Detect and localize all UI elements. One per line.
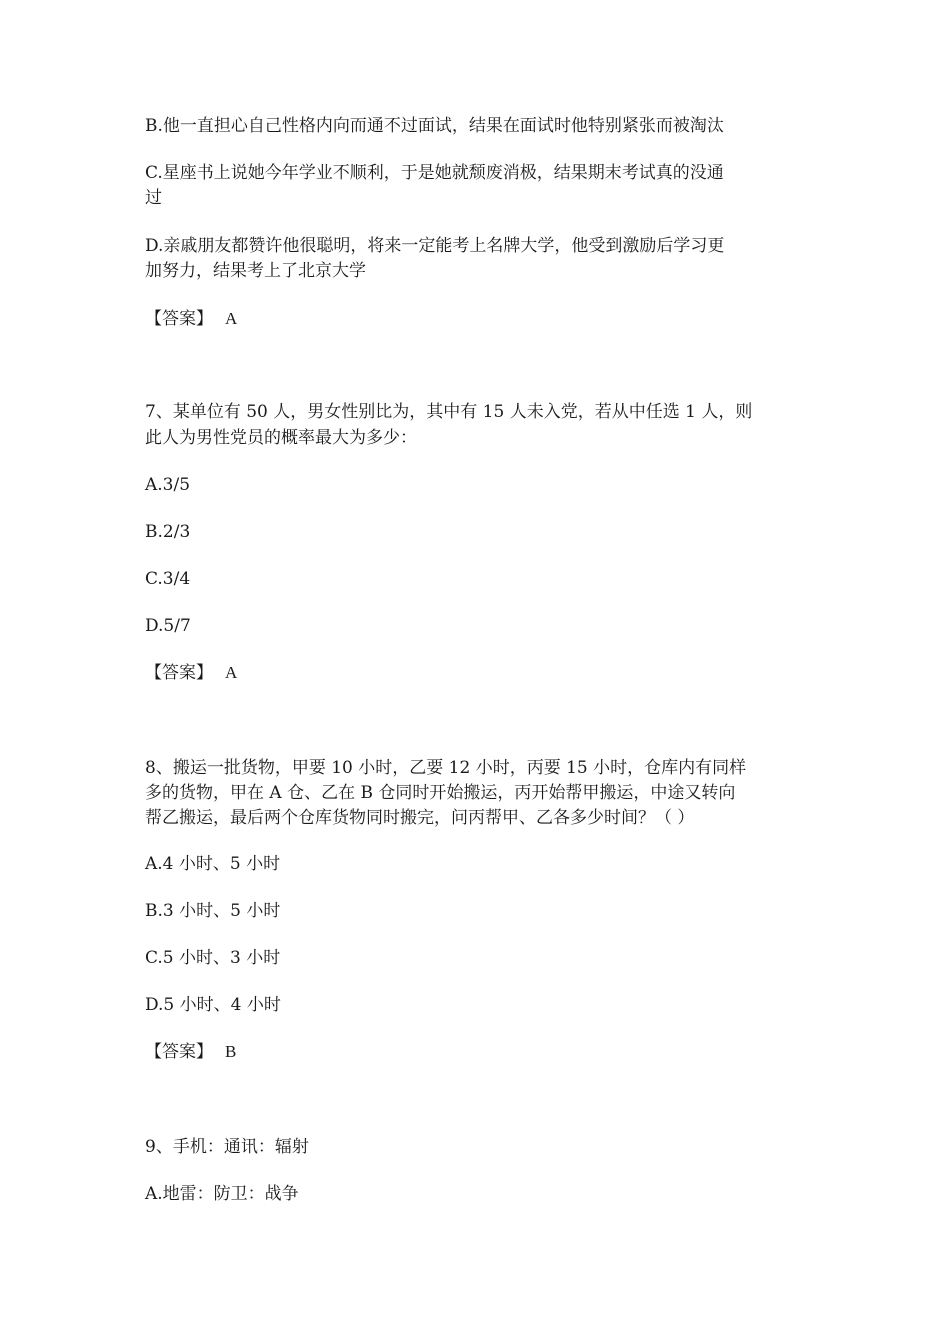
q8-option-a: A.4 小时、5 小时	[145, 854, 281, 874]
q8-question-line1: 8、搬运一批货物，甲要 10 小时，乙要 12 小时，丙要 15 小时，仓库内有同样	[145, 758, 747, 778]
q8-option-c: C.5 小时、3 小时	[145, 948, 281, 968]
q7-question-line2: 此人为男性党员的概率最大为多少：	[145, 428, 417, 448]
q8-question-line3: 帮乙搬运，最后两个仓库货物同时搬完，问丙帮甲、乙各多少时间？（ ）	[145, 808, 695, 828]
q6-option-b: B.他一直担心自己性格内向而通不过面试，结果在面试时他特别紧张而被淘汰	[145, 116, 724, 136]
answer-label: 【答案】	[145, 1042, 213, 1062]
q9-question: 9、手机：通讯：辐射	[145, 1137, 309, 1157]
q8-option-b: B.3 小时、5 小时	[145, 901, 281, 921]
q7-answer	[145, 661, 237, 685]
q9-option-a: A.地雷：防卫：战争	[145, 1184, 299, 1204]
q7-option-a: A.3/5	[145, 475, 191, 495]
q8-answer	[145, 1040, 236, 1064]
q6-option-d-line2: 加努力，结果考上了北京大学	[145, 261, 366, 281]
q6-option-c-line2: 过	[145, 188, 162, 208]
q8-option-d: D.5 小时、4 小时	[145, 995, 281, 1015]
answer-value: A	[225, 663, 238, 682]
answer-value: A	[225, 309, 238, 328]
q7-option-b: B.2/3	[145, 522, 191, 542]
q6-option-d-line1: D.亲戚朋友都赞许他很聪明，将来一定能考上名牌大学，他受到激励后学习更	[145, 236, 725, 256]
q6-answer	[145, 307, 237, 331]
q8-question-line2: 多的货物，甲在 A 仓、乙在 B 仓同时开始搬运，丙开始帮甲搬运，中途又转向	[145, 783, 736, 803]
answer-label: 【答案】	[145, 309, 213, 329]
answer-label: 【答案】	[145, 663, 213, 683]
answer-value: B	[225, 1042, 237, 1061]
q7-option-d: D.5/7	[145, 616, 191, 636]
q6-option-c-line1: C.星座书上说她今年学业不顺利，于是她就颓废消极，结果期末考试真的没通	[145, 163, 724, 183]
q7-option-c: C.3/4	[145, 569, 191, 589]
q7-question-line1: 7、某单位有 50 人，男女性别比为，其中有 15 人未入党，若从中任选 1 人，则	[145, 402, 753, 422]
